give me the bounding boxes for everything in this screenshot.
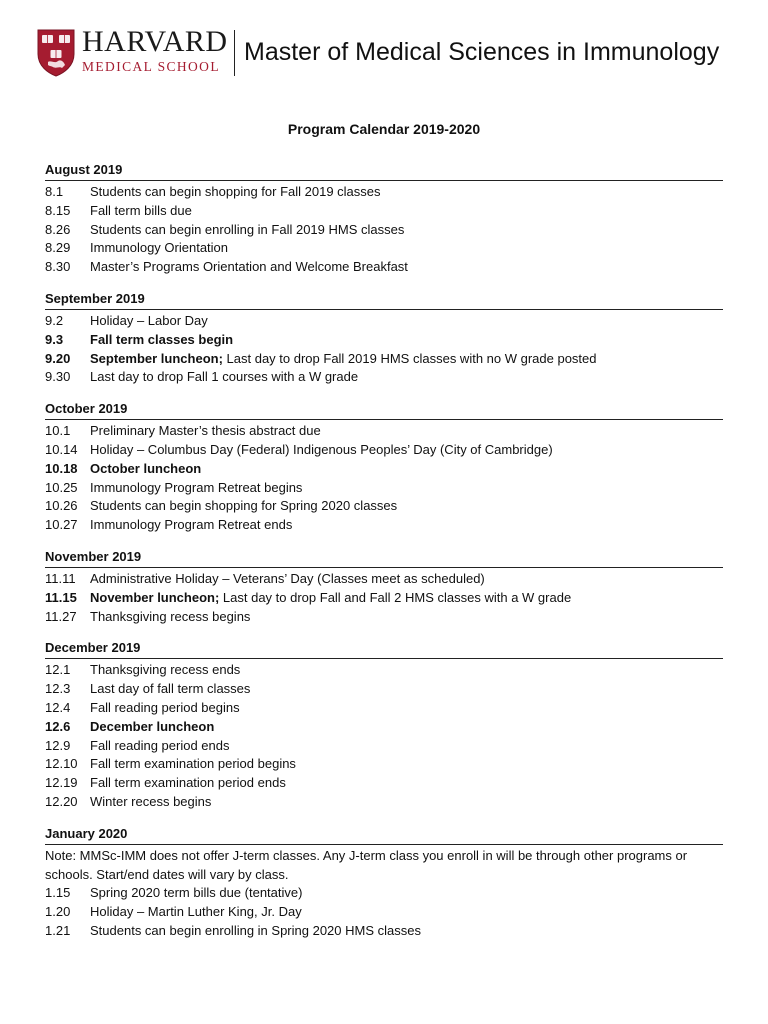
- event-date: 10.14: [45, 441, 78, 457]
- event-date: 11.11: [45, 570, 76, 586]
- event-row: [45, 589, 723, 608]
- event-row: [45, 331, 723, 350]
- event-description: [90, 441, 723, 460]
- event-row: [45, 570, 723, 589]
- event-description: [90, 793, 723, 812]
- event-text: Fall reading period ends: [90, 737, 230, 753]
- event-row: [45, 350, 723, 369]
- section-title: August 2019: [45, 161, 723, 181]
- event-row: [45, 737, 723, 756]
- event-description: [90, 312, 723, 331]
- event-description: [90, 331, 723, 350]
- event-date: 8.1: [45, 184, 64, 199]
- event-date: 10.18: [45, 460, 78, 476]
- event-date: 9.30: [45, 369, 71, 385]
- event-description: [90, 422, 723, 441]
- event-date: 8.29: [45, 240, 71, 256]
- event-text: Students can begin enrolling in Spring 2020 HMS classes: [90, 922, 421, 938]
- event-description: [90, 737, 723, 756]
- event-row: [45, 661, 723, 680]
- event-row: [45, 422, 723, 441]
- logo-wordmark-medical-school: MEDICAL SCHOOL: [82, 59, 220, 74]
- event-text: Thanksgiving recess ends: [90, 662, 241, 678]
- event-row: [45, 516, 723, 535]
- event-description: [90, 589, 723, 608]
- calendar-section: [45, 400, 723, 535]
- event-text: Last day to drop Fall 1 courses with a W grade: [90, 369, 359, 385]
- event-date: 9.2: [45, 312, 64, 328]
- event-highlight: October luncheon: [90, 460, 202, 476]
- event-date: 8.30: [45, 259, 71, 275]
- calendar-section: [45, 548, 723, 626]
- event-date: 1.21: [45, 922, 71, 938]
- event-description: [90, 202, 723, 221]
- event-text: Fall reading period begins: [90, 699, 240, 715]
- event-description: [90, 774, 723, 793]
- program-title: Master of Medical Sciences in Immunology: [244, 38, 720, 66]
- event-description: [90, 258, 723, 277]
- event-date: 1.15: [45, 885, 71, 901]
- section-title: October 2019: [45, 400, 723, 420]
- event-description: [90, 183, 723, 202]
- event-description: [90, 680, 723, 699]
- section-title: November 2019: [45, 548, 723, 568]
- event-description: [90, 516, 723, 535]
- event-date: 10.27: [45, 517, 78, 533]
- event-text: Holiday – Labor Day: [90, 312, 208, 328]
- event-text: Fall term examination period ends: [90, 775, 286, 791]
- event-row: [45, 239, 723, 258]
- event-date: 12.20: [45, 793, 78, 809]
- event-row: [45, 774, 723, 793]
- event-date: 1.20: [45, 904, 71, 920]
- event-text: Spring 2020 term bills due (tentative): [90, 885, 303, 901]
- event-description: [90, 479, 723, 498]
- calendar-section: [45, 161, 723, 277]
- event-text: Holiday – Martin Luther King, Jr. Day: [90, 904, 302, 920]
- event-date: 10.25: [45, 479, 78, 495]
- event-date: 11.15: [45, 589, 77, 605]
- section-title: January 2020: [45, 825, 723, 845]
- event-row: [45, 755, 723, 774]
- event-date: 11.27: [45, 608, 77, 624]
- event-row: [45, 903, 723, 922]
- event-highlight: December luncheon: [90, 718, 215, 734]
- calendar-section: [45, 290, 723, 387]
- event-row: [45, 608, 723, 627]
- event-text: Last day to drop Fall 2019 HMS classes with no W grade posted: [222, 350, 597, 366]
- document-title: Program Calendar 2019-2020: [287, 121, 481, 137]
- event-description: [90, 350, 723, 369]
- event-row: [45, 718, 723, 737]
- event-date: 8.26: [45, 221, 71, 237]
- calendar-section: [45, 639, 723, 811]
- event-description: [90, 755, 723, 774]
- event-date: 9.20: [45, 350, 71, 366]
- event-text: Immunology Program Retreat ends: [90, 517, 293, 533]
- event-description: [90, 718, 723, 737]
- event-description: [90, 661, 723, 680]
- event-highlight: November luncheon;: [90, 589, 220, 605]
- logo-wordmark-harvard: HARVARD: [82, 25, 228, 58]
- harvard-shield-logo: [36, 28, 76, 78]
- event-highlight: September luncheon;: [90, 350, 223, 366]
- event-date: 9.3: [45, 331, 64, 347]
- event-date: 12.19: [45, 775, 78, 791]
- event-text: Preliminary Master’s thesis abstract due: [90, 423, 321, 439]
- event-row: [45, 884, 723, 903]
- event-row: [45, 312, 723, 331]
- event-date: 10.26: [45, 498, 78, 514]
- event-text: Thanksgiving recess begins: [90, 608, 251, 624]
- event-date: 12.6: [45, 718, 71, 734]
- event-description: [90, 570, 723, 589]
- event-description: [90, 699, 723, 718]
- event-text: Fall term examination period begins: [90, 756, 296, 772]
- event-description: [90, 903, 723, 922]
- event-row: [45, 460, 723, 479]
- event-text: Administrative Holiday – Veterans’ Day (Classes meet as scheduled): [90, 570, 485, 586]
- event-text: Students can begin shopping for Spring 2020 classes: [90, 498, 398, 514]
- event-text: Winter recess begins: [90, 793, 212, 809]
- event-row: [45, 922, 723, 941]
- event-text: Master’s Programs Orientation and Welcome Breakfast: [90, 259, 408, 275]
- event-text: Last day of fall term classes: [90, 681, 251, 697]
- event-text: Last day to drop Fall and Fall 2 HMS classes with a W grade: [219, 589, 572, 605]
- event-row: [45, 221, 723, 240]
- event-text: Holiday – Columbus Day (Federal) Indigenous Peoples’ Day (City of Cambridge): [90, 441, 553, 457]
- event-description: [90, 239, 723, 258]
- event-description: [90, 497, 723, 516]
- event-row: [45, 368, 723, 387]
- event-highlight: Fall term classes begin: [90, 331, 234, 347]
- event-row: [45, 699, 723, 718]
- event-date: 12.4: [45, 699, 71, 715]
- event-row: [45, 441, 723, 460]
- event-text: Immunology Program Retreat begins: [90, 479, 303, 495]
- event-text: Students can begin enrolling in Fall 2019 HMS classes: [90, 221, 405, 237]
- event-row: [45, 258, 723, 277]
- section-title: September 2019: [45, 290, 723, 310]
- event-date: 12.9: [45, 737, 71, 753]
- event-text: Fall term bills due: [90, 202, 192, 218]
- event-date: 10.1: [45, 423, 71, 439]
- calendar-content: [45, 161, 723, 954]
- event-row: [45, 183, 723, 202]
- header-divider: [234, 30, 235, 76]
- event-date: 12.10: [45, 756, 78, 772]
- event-text: Students can begin shopping for Fall 2019 classes: [90, 184, 381, 199]
- event-description: [90, 460, 723, 479]
- event-date: 12.1: [45, 662, 71, 678]
- event-row: [45, 793, 723, 812]
- event-row: [45, 202, 723, 221]
- calendar-section: [45, 825, 723, 941]
- event-row: [45, 680, 723, 699]
- event-date: 12.3: [45, 681, 71, 697]
- event-description: [90, 221, 723, 240]
- event-description: [90, 884, 723, 903]
- event-description: [90, 368, 723, 387]
- event-date: 8.15: [45, 202, 71, 218]
- section-note: Note: MMSc-IMM does not offer J-term classes. Any J-term class you enroll in will be through other programs or schools. Start/end dates will vary by class.: [45, 847, 688, 882]
- event-text: Immunology Orientation: [90, 240, 229, 256]
- event-description: [90, 922, 723, 941]
- event-row: [45, 497, 723, 516]
- event-row: [45, 479, 723, 498]
- section-title: December 2019: [45, 639, 723, 659]
- page-header: [36, 26, 736, 82]
- event-description: [90, 608, 723, 627]
